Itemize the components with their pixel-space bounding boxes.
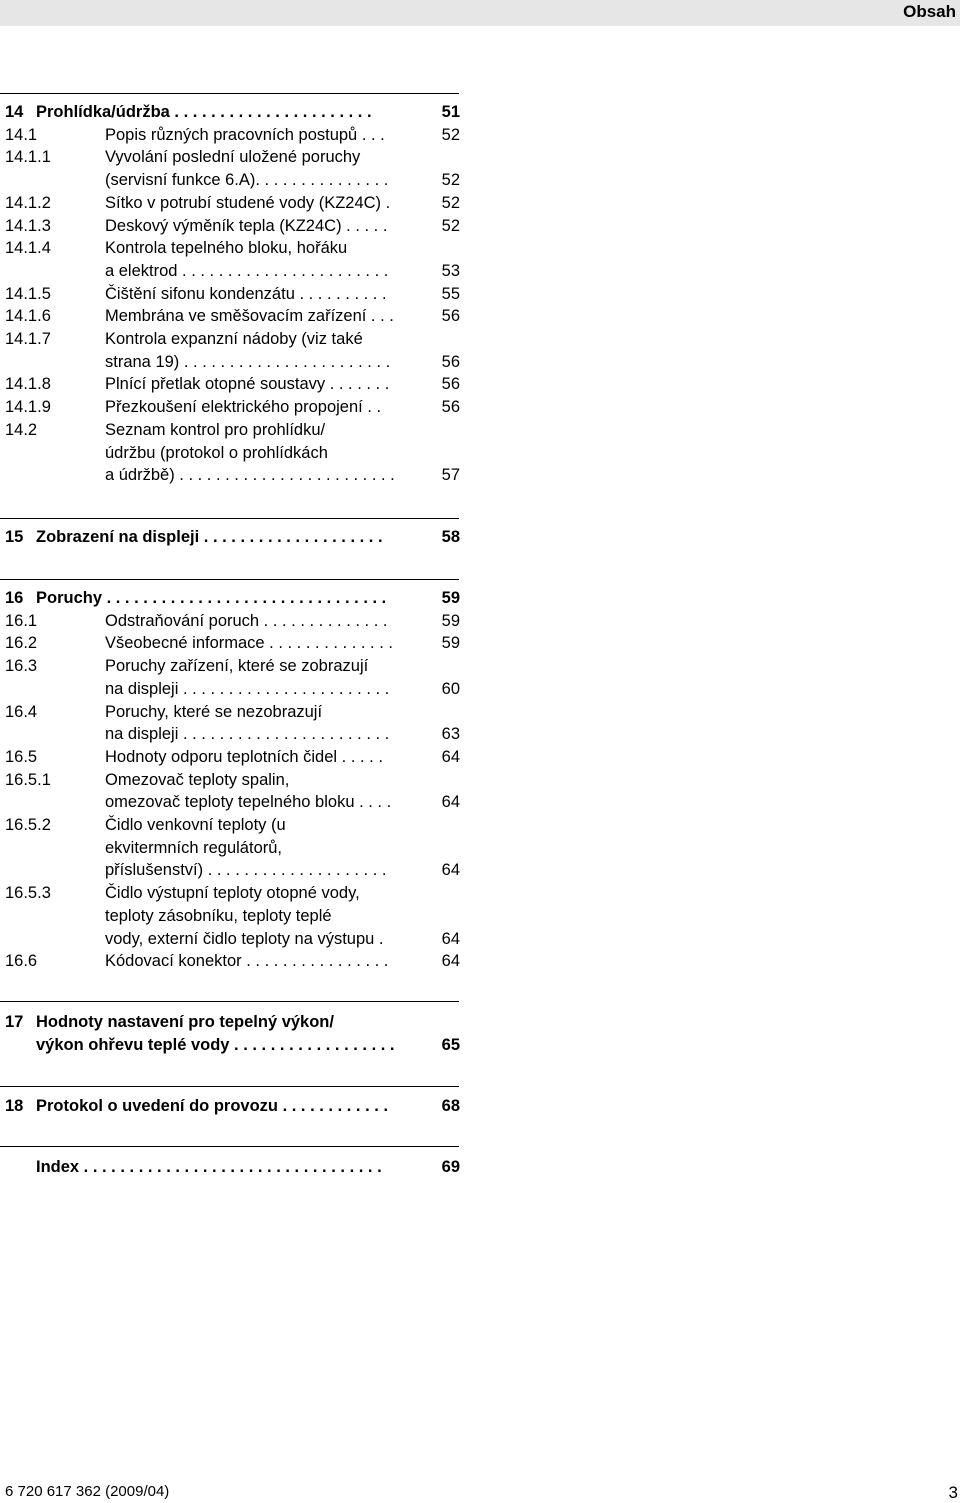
toc-entry-title: Čištění sifonu kondenzátu . . . . . . . . . .: [105, 284, 387, 303]
toc-entry[interactable]: [0, 305, 462, 327]
toc-entry-number: 14: [5, 103, 24, 121]
toc-entry-title: Poruchy zařízení, které se zobrazují: [105, 657, 369, 676]
toc-entry-title: omezovač teploty tepelného bloku . . . .: [105, 793, 392, 812]
toc-entry-title: Deskový výměník tepla (KZ24C) . . . . .: [105, 216, 388, 235]
toc-entry-page: 59: [441, 589, 460, 607]
toc-entry-title: Index . . . . . . . . . . . . . . . . . . . . . . . . . . . . . . . . .: [36, 1158, 382, 1176]
toc-entry-page: 64: [441, 747, 460, 766]
toc-entry-page: 52: [441, 171, 460, 190]
toc-entry-title: Plnící přetlak otopné soustavy . . . . . . .: [105, 375, 390, 394]
toc-entry[interactable]: [0, 610, 462, 632]
toc-entry-number: 16.4: [5, 702, 38, 721]
toc-entry-title: Poruchy . . . . . . . . . . . . . . . . . . . . . . . . . . . . . . .: [36, 589, 387, 607]
toc-entry-title: Hodnoty odporu teplotních čidel . . . . .: [105, 747, 383, 766]
toc-entry-number: 14.1.7: [5, 330, 51, 348]
toc-entry-title: na displeji . . . . . . . . . . . . . . . . . . . . . . .: [105, 725, 390, 744]
toc-entry-title: Omezovač teploty spalin,: [105, 770, 290, 789]
toc-entry-title: Všeobecné informace . . . . . . . . . . . . . .: [105, 634, 393, 653]
toc-entry-title: příslušenství) . . . . . . . . . . . . . . . . . . . .: [105, 861, 387, 880]
toc-entry-number: 14.1.5: [5, 284, 51, 303]
toc-entry-number: 16.5.2: [5, 816, 51, 834]
section-divider: [0, 1001, 459, 1002]
toc-entry-page: 52: [441, 193, 460, 212]
toc-entry[interactable]: [0, 442, 462, 464]
toc-entry-page: 69: [441, 1158, 460, 1176]
toc-entry-page: 52: [441, 125, 460, 144]
toc-entry-number: 14.2: [5, 420, 38, 439]
toc-entry-number: 16.3: [5, 657, 38, 676]
toc-entry-number: 16.5.1: [5, 770, 51, 789]
toc-entry-title: Odstraňování poruch . . . . . . . . . . . . . .: [105, 611, 388, 630]
toc-entry[interactable]: [0, 950, 462, 972]
toc-entry-title: Čidlo venkovní teploty (u: [105, 816, 286, 834]
toc-entry-number: 14.1: [5, 125, 38, 144]
toc-entry-title: Membrána ve směšovacím zařízení . . .: [105, 307, 394, 326]
toc-entry-number: 16.6: [5, 952, 38, 971]
toc-entry-number: 14.1.9: [5, 398, 51, 417]
toc-entry[interactable]: [0, 192, 462, 214]
toc-entry[interactable]: [0, 837, 462, 859]
toc-entry-title: strana 19) . . . . . . . . . . . . . . . . . . . . . . .: [105, 352, 391, 371]
toc-entry[interactable]: [0, 419, 462, 441]
toc-entry-title: výkon ohřevu teplé vody . . . . . . . . . . . . . . . . . .: [36, 1035, 395, 1054]
toc-entry-number: 18: [5, 1097, 24, 1115]
toc-entry-title: a elektrod . . . . . . . . . . . . . . . . . . . . . . .: [105, 261, 389, 280]
toc-entry[interactable]: [0, 351, 462, 373]
toc-entry-page: 53: [441, 261, 460, 280]
toc-entry[interactable]: [0, 882, 462, 904]
toc-entry[interactable]: [0, 283, 462, 305]
toc-entry-title: Kontrola expanzní nádoby (viz také: [105, 330, 363, 348]
toc-entry-page: 56: [441, 307, 460, 326]
toc-entry-page: 56: [441, 352, 460, 371]
toc-entry-page: 51: [441, 103, 460, 121]
toc-entry-number: 16.2: [5, 634, 38, 653]
toc-entry[interactable]: [0, 396, 462, 418]
toc-entry-title: Zobrazení na displeji . . . . . . . . . . . . . . . . . . . .: [36, 528, 383, 546]
toc-entry-title: Kontrola tepelného bloku, hořáku: [105, 239, 348, 258]
toc-entry-title: Seznam kontrol pro prohlídku/: [105, 420, 326, 439]
toc-entry-page: 55: [441, 284, 460, 303]
toc-entry-page: 64: [441, 952, 460, 971]
toc-entry-number: 14.1.8: [5, 375, 51, 394]
toc-entry-title: údržbu (protokol o prohlídkách: [105, 443, 328, 462]
toc-entry-number: 14.1.1: [5, 148, 51, 167]
toc-entry-title: Čidlo výstupní teploty otopné vody,: [105, 884, 360, 903]
toc-entry[interactable]: [0, 791, 462, 813]
toc-entry[interactable]: [0, 373, 462, 395]
toc-entry-number: 14.1.2: [5, 193, 51, 212]
toc-entry-title: Kódovací konektor . . . . . . . . . . . . . . . .: [105, 952, 389, 971]
toc-entry-number: 14.1.6: [5, 307, 51, 326]
toc-entry[interactable]: [0, 237, 462, 259]
toc-entry-number: 16.5: [5, 747, 38, 766]
toc-entry-title: (servisní funkce 6.A). . . . . . . . . . . . . . .: [105, 171, 389, 190]
toc-entry[interactable]: [0, 928, 462, 950]
toc-entry-page: 64: [441, 793, 460, 812]
toc-chapter-entry[interactable]: [0, 1095, 462, 1117]
toc-entry-page: 64: [441, 861, 460, 880]
toc-entry-page: 65: [441, 1035, 460, 1054]
toc-entry[interactable]: [0, 814, 462, 836]
toc-entry-title: teploty zásobníku, teploty teplé: [105, 906, 332, 925]
section-divider: [0, 93, 459, 94]
toc-entry[interactable]: [0, 260, 462, 282]
section-divider: [0, 1146, 459, 1147]
toc-entry[interactable]: [0, 215, 462, 237]
toc-entry-page: 57: [441, 466, 460, 485]
toc-entry-title: Poruchy, které se nezobrazují: [105, 702, 323, 721]
toc-entry[interactable]: [0, 655, 462, 677]
toc-entry-page: 52: [441, 216, 460, 235]
toc-entry-page: 64: [441, 929, 460, 948]
toc-entry-number: 14.1.4: [5, 239, 51, 258]
section-divider: [0, 1086, 459, 1087]
toc-entry-title: Přezkoušení elektrického propojení . .: [105, 398, 382, 417]
toc-entry-number: 16.1: [5, 611, 38, 630]
toc-entry[interactable]: [0, 169, 462, 191]
toc-entry-number: 14.1.3: [5, 216, 51, 235]
toc-entry[interactable]: [0, 769, 462, 791]
toc-entry[interactable]: [0, 905, 462, 927]
toc-entry-title: Hodnoty nastavení pro tepelný výkon/: [36, 1013, 334, 1031]
toc-entry-number: 16.5.3: [5, 884, 51, 903]
header-bar: [0, 0, 960, 26]
toc-entry[interactable]: [0, 746, 462, 768]
toc-entry[interactable]: [0, 632, 462, 654]
toc-entry-number: 16: [5, 589, 24, 607]
toc-entry-page: 68: [441, 1097, 460, 1115]
toc-entry-page: 56: [441, 375, 460, 394]
toc-entry-page: 59: [441, 634, 460, 653]
toc-chapter-entry[interactable]: [0, 526, 462, 548]
toc-entry[interactable]: [0, 678, 462, 700]
toc-entry-title: Popis různých pracovních postupů . . .: [105, 125, 385, 144]
toc-entry[interactable]: [0, 701, 462, 723]
toc-entry[interactable]: [0, 859, 462, 881]
toc-chapter-entry[interactable]: [0, 587, 462, 609]
toc-chapter-entry[interactable]: [0, 1156, 462, 1178]
toc-entry-title: Sítko v potrubí studené vody (KZ24C) .: [105, 193, 391, 212]
toc-entry-title: vody, externí čidlo teploty na výstupu .: [105, 929, 384, 948]
page-number: 3: [948, 1483, 958, 1502]
page-header-title: Obsah: [903, 2, 956, 21]
toc-entry[interactable]: [0, 723, 462, 745]
toc-entry-title: na displeji . . . . . . . . . . . . . . . . . . . . . . .: [105, 679, 390, 698]
section-divider: [0, 579, 459, 580]
section-divider: [0, 518, 459, 519]
toc-entry-page: 59: [441, 611, 460, 630]
toc-entry-title: ekvitermních regulátorů,: [105, 838, 282, 857]
document-code: 6 720 617 362 (2009/04): [5, 1483, 170, 1500]
toc-entry-page: 60: [441, 679, 460, 698]
toc-entry-title: Protokol o uvedení do provozu . . . . . . . . . . . .: [36, 1097, 389, 1115]
toc-chapter-entry[interactable]: [0, 1034, 462, 1056]
toc-entry[interactable]: [0, 146, 462, 168]
toc-entry-title: a údržbě) . . . . . . . . . . . . . . . . . . . . . . . .: [105, 466, 395, 485]
toc-entry-number: 17: [5, 1013, 24, 1031]
toc-entry-title: Vyvolání poslední uložené poruchy: [105, 148, 361, 167]
toc-entry[interactable]: [0, 464, 462, 486]
toc-entry-page: 58: [441, 528, 460, 546]
toc-entry-number: 15: [5, 528, 24, 546]
toc-chapter-entry[interactable]: [0, 101, 462, 123]
toc-entry[interactable]: [0, 124, 462, 146]
toc-entry[interactable]: [0, 328, 462, 350]
toc-entry-page: 56: [441, 398, 460, 417]
toc-chapter-entry[interactable]: [0, 1011, 462, 1033]
toc-entry-page: 63: [441, 725, 460, 744]
toc-entry-title: Prohlídka/údržba . . . . . . . . . . . . . . . . . . . . . .: [36, 103, 372, 121]
